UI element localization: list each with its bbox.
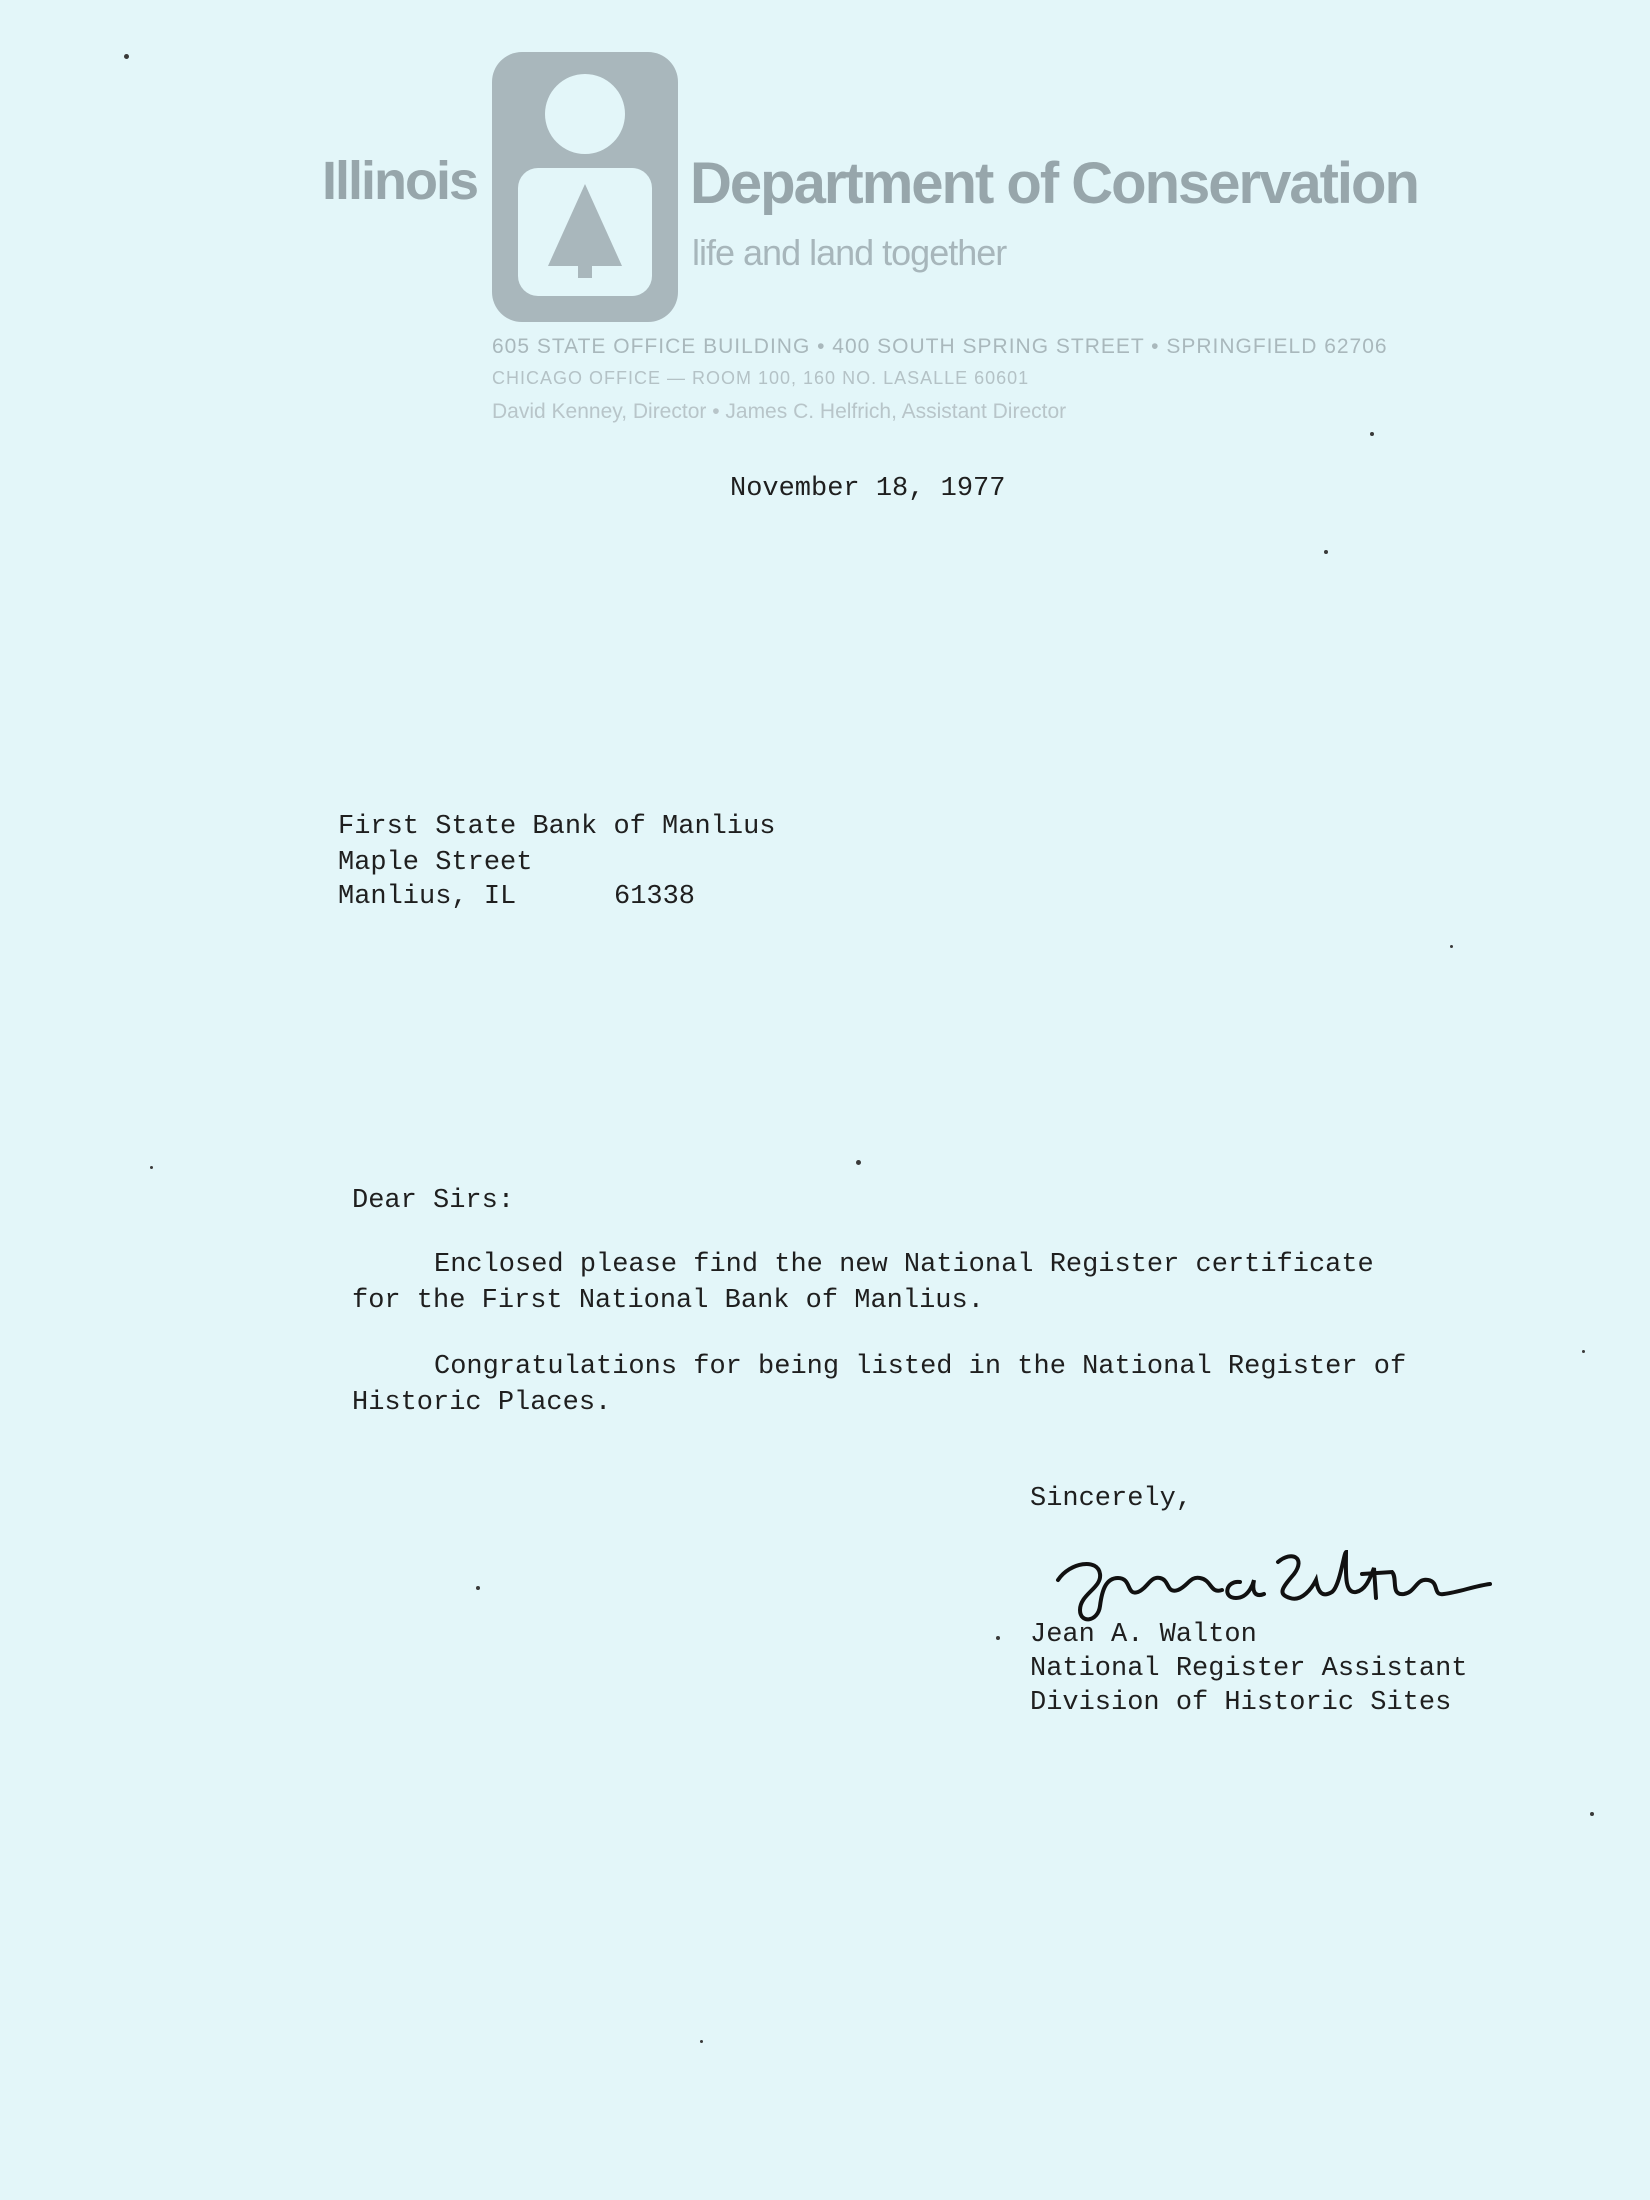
signer-name: Jean A. Walton [1030, 1620, 1257, 1650]
body-paragraph-2-line-1: Congratulations for being listed in the National Register of [434, 1352, 1407, 1382]
letterhead-officers: David Kenney, Director • James C. Helfrich, Assistant Director [492, 400, 1067, 423]
scan-speck [476, 1586, 480, 1590]
scan-speck [700, 2040, 703, 2043]
recipient-city-state: Manlius, IL [338, 882, 517, 912]
body-paragraph-2-line-2: Historic Places. [352, 1388, 612, 1418]
scan-speck [124, 54, 129, 59]
recipient-zip: 61338 [614, 882, 696, 912]
letterhead-department: Department of Conservation [690, 151, 1418, 216]
letter-date: November 18, 1977 [730, 474, 1006, 504]
salutation: Dear Sirs: [352, 1186, 515, 1216]
scan-speck [1450, 945, 1453, 948]
body-paragraph-1-line-2: for the First National Bank of Manlius. [352, 1286, 984, 1316]
scan-speck [856, 1160, 861, 1165]
letterhead-chicago-office: CHICAGO OFFICE — ROOM 100, 160 NO. LASALLE 60601 [492, 368, 1030, 388]
body-paragraph-1-line-1: Enclosed please find the new National Register certificate [434, 1250, 1374, 1280]
scan-speck [1370, 432, 1374, 436]
recipient-name: First State Bank of Manlius [338, 812, 776, 842]
scan-speck [150, 1166, 153, 1169]
letterhead-tagline: life and land together [692, 232, 1007, 273]
recipient-street: Maple Street [338, 848, 533, 878]
scan-speck [1582, 1350, 1585, 1353]
scan-speck [1590, 1812, 1594, 1816]
letterhead-address: 605 STATE OFFICE BUILDING • 400 SOUTH SPRING STREET • SPRINGFIELD 62706 [492, 335, 1388, 358]
closing: Sincerely, [1030, 1484, 1193, 1514]
signer-title: National Register Assistant [1030, 1654, 1468, 1684]
scan-speck [1324, 550, 1328, 554]
scan-speck [996, 1636, 1000, 1640]
handwritten-signature [1040, 1528, 1500, 1628]
letterhead-state: Illinois [322, 151, 478, 211]
signer-division: Division of Historic Sites [1030, 1688, 1452, 1718]
department-logo-icon [492, 52, 678, 322]
